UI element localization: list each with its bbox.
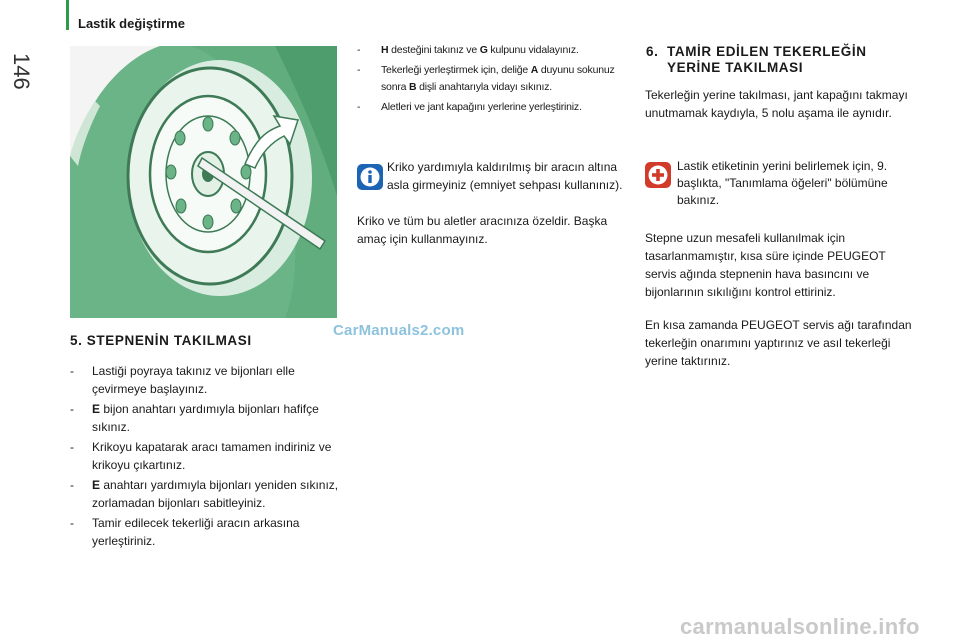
watermark-carmanualsonline: carmanualsonline.info bbox=[680, 614, 920, 639]
list-item: - Aletleri ve jant kapağını yerlerine yerleştiriniz. bbox=[357, 101, 582, 113]
list-item: - Tamir edilecek tekerliği aracın arkasına yerleştiriniz. bbox=[70, 516, 300, 548]
list-item: - Krikoyu kapatarak aracı tamamen indiriniz ve krikoyu çıkartınız. bbox=[70, 440, 332, 472]
watermark-carmanuals2: CarManuals2.com bbox=[333, 322, 465, 339]
tool-steps bbox=[357, 42, 629, 119]
section-6-paragraph-3: En kısa zamanda PEUGEOT servis ağı tarafından tekerleğin onarımını yaptırınız ve asıl tekerleği yerine taktırınız. bbox=[645, 318, 912, 368]
list-item: - E bijon anahtarı yardımıyla bijonları hafifçe sıkınız. bbox=[70, 402, 319, 434]
wheel-illustration bbox=[70, 46, 337, 318]
page-number: 146 bbox=[9, 53, 34, 90]
info-note-text: Kriko yardımıyla kaldırılmış bir aracın altına asla girmeyiniz (emniyet sehpası kullanınız). bbox=[387, 160, 623, 192]
section-5-steps bbox=[70, 362, 350, 552]
list-item: - Tekerleği yerleştirmek için, deliğe A duyunu sokunuz sonra B dişli anahtarıyla vidayı sıkınız. bbox=[357, 64, 615, 93]
list-item: - Lastiği poyraya takınız ve bijonları elle çevirmeye başlayınız. bbox=[70, 364, 295, 396]
list-item: - H desteğini takınız ve G kulpunu vidalayınız. bbox=[357, 44, 579, 56]
info-icon bbox=[357, 164, 383, 190]
plus-icon bbox=[645, 162, 671, 188]
tip-note-text: Lastik etiketinin yerini belirlemek için, 9. başlıkta, "Tanımlama öğeleri" bölümüne bakınız. bbox=[677, 159, 888, 207]
section-5-title: 5. STEPNENİN TAKILMASI bbox=[70, 333, 252, 348]
list-item: - E anahtarı yardımıyla bijonları yeniden sıkınız, zorlamadan bijonları sabitleyiniz. bbox=[70, 478, 339, 510]
running-title: Lastik değiştirme bbox=[78, 16, 185, 31]
section-6-title: 6. TAMİR EDİLEN TEKERLEĞİN YERİNE TAKILMASI bbox=[646, 44, 867, 75]
tools-paragraph: Kriko ve tüm bu aletler aracınıza özeldir. Başka amaç için kullanmayınız. bbox=[357, 214, 608, 246]
section-6-paragraph-1: Tekerleğin yerine takılması, jant kapağını takmayı unutmamak kaydıyla, 5 nolu aşama ile aynıdır. bbox=[645, 88, 908, 120]
section-accent-bar bbox=[66, 0, 69, 30]
section-6-paragraph-2: Stepne uzun mesafeli kullanılmak için tasarlanmamıştır, kısa süre içinde PEUGEOT servis ağında stepnenin hava basıncını ve bijonlarının sıkılığını kontrol ettiriniz. bbox=[645, 231, 886, 299]
